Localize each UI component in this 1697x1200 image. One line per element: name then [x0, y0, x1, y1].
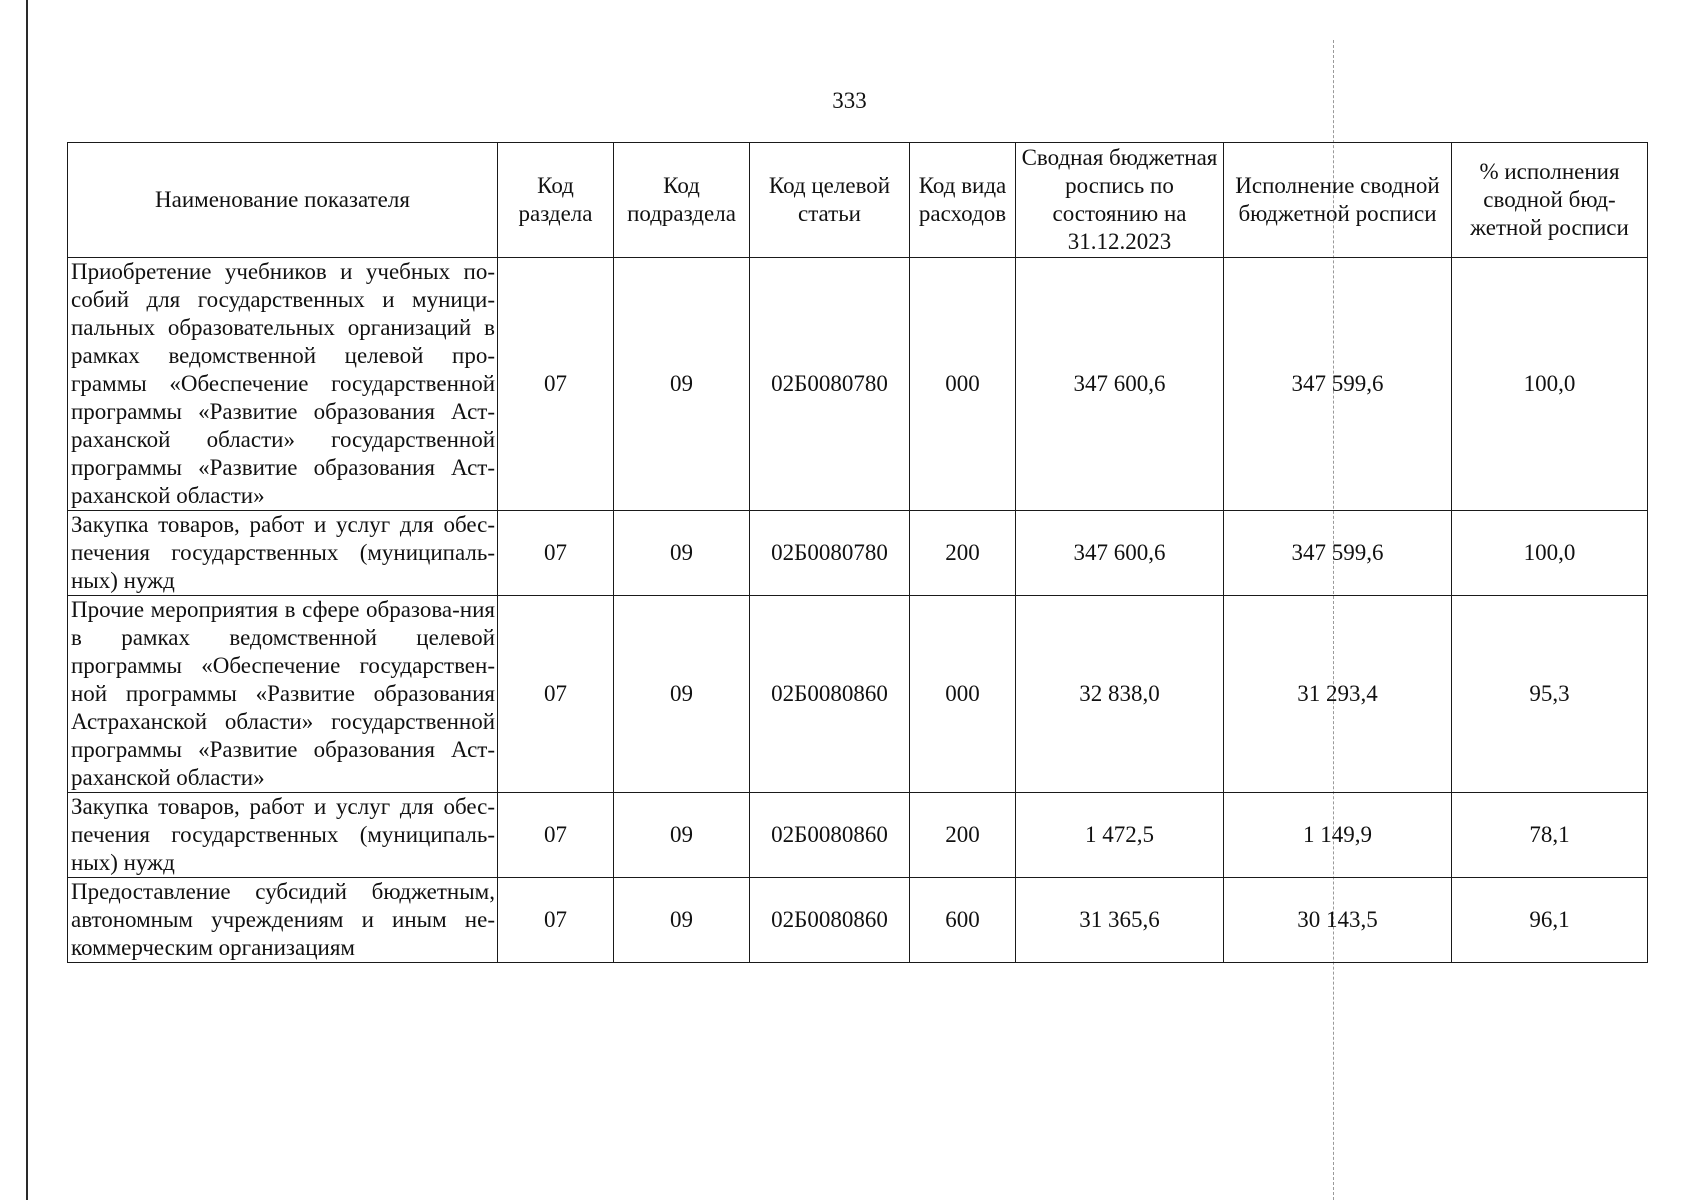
- cell-budget-plan: 1 472,5: [1016, 793, 1224, 878]
- cell-section-code: 07: [498, 596, 614, 793]
- cell-execution-percent: 78,1: [1452, 793, 1648, 878]
- cell-expense-type-code: 000: [910, 258, 1016, 511]
- header-expense-type-code: Код вида расходов: [910, 143, 1016, 258]
- page-number: [0, 88, 1697, 114]
- table-row: [68, 596, 1648, 793]
- page-number-text: 333: [832, 88, 867, 113]
- header-target-code: Код целевой статьи: [750, 143, 910, 258]
- header-subsection-code: Код подраздела: [614, 143, 750, 258]
- header-execution-percent: % исполнения сводной бюд-жетной росписи: [1452, 143, 1648, 258]
- cell-target-code: 02Б0080860: [750, 878, 910, 963]
- table-row: [68, 793, 1648, 878]
- table-row: [68, 878, 1648, 963]
- cell-expense-type-code: 000: [910, 596, 1016, 793]
- cell-name: Прочие мероприятия в сфере образова-ния в рамках ведомственной целевой программы «Обеспечение государствен-ной программы «Развитие образования Астраханской области» государственной программы «Развитие образования Аст-раханской области»: [68, 596, 498, 793]
- cell-execution: 347 599,6: [1224, 258, 1452, 511]
- cell-subsection-code: 09: [614, 793, 750, 878]
- cell-expense-type-code: 200: [910, 511, 1016, 596]
- header-section-code: Код раздела: [498, 143, 614, 258]
- cell-budget-plan: 347 600,6: [1016, 258, 1224, 511]
- cell-target-code: 02Б0080860: [750, 793, 910, 878]
- cell-execution: 1 149,9: [1224, 793, 1452, 878]
- cell-execution-percent: 100,0: [1452, 258, 1648, 511]
- cell-target-code: 02Б0080780: [750, 258, 910, 511]
- header-name: Наименование показателя: [68, 143, 498, 258]
- table-row: [68, 258, 1648, 511]
- cell-budget-plan: 347 600,6: [1016, 511, 1224, 596]
- cell-subsection-code: 09: [614, 258, 750, 511]
- cell-expense-type-code: 200: [910, 793, 1016, 878]
- cell-budget-plan: 31 365,6: [1016, 878, 1224, 963]
- cell-expense-type-code: 600: [910, 878, 1016, 963]
- cell-subsection-code: 09: [614, 511, 750, 596]
- table-row: [68, 511, 1648, 596]
- cell-target-code: 02Б0080780: [750, 511, 910, 596]
- cell-name: Закупка товаров, работ и услуг для обес-печения государственных (муниципаль-ных) нужд: [68, 511, 498, 596]
- cell-name: Приобретение учебников и учебных по-собий для государственных и муници-пальных образовательных организаций в рамках ведомственной целевой про-граммы «Обеспечение государственной программы «Развитие образования Аст-раханской области» государственной программы «Развитие образования Аст-раханской области»: [68, 258, 498, 511]
- cell-section-code: 07: [498, 258, 614, 511]
- cell-execution: 30 143,5: [1224, 878, 1452, 963]
- scan-edge-line: [26, 0, 28, 1200]
- cell-execution-percent: 95,3: [1452, 596, 1648, 793]
- cell-section-code: 07: [498, 878, 614, 963]
- cell-section-code: 07: [498, 793, 614, 878]
- cell-name: Закупка товаров, работ и услуг для обес-печения государственных (муниципаль-ных) нужд: [68, 793, 498, 878]
- budget-execution-table: [67, 142, 1648, 963]
- cell-execution: 31 293,4: [1224, 596, 1452, 793]
- cell-target-code: 02Б0080860: [750, 596, 910, 793]
- cell-subsection-code: 09: [614, 596, 750, 793]
- cell-section-code: 07: [498, 511, 614, 596]
- header-budget-plan: Сводная бюджетная роспись по состоянию на 31.12.2023: [1016, 143, 1224, 258]
- cell-subsection-code: 09: [614, 878, 750, 963]
- cell-execution: 347 599,6: [1224, 511, 1452, 596]
- table-header-row: [68, 143, 1648, 258]
- header-execution: Исполнение сводной бюджетной росписи: [1224, 143, 1452, 258]
- cell-execution-percent: 100,0: [1452, 511, 1648, 596]
- cell-name: Предоставление субсидий бюджетным, автономным учреждениям и иным не-коммерческим организациям: [68, 878, 498, 963]
- cell-budget-plan: 32 838,0: [1016, 596, 1224, 793]
- cell-execution-percent: 96,1: [1452, 878, 1648, 963]
